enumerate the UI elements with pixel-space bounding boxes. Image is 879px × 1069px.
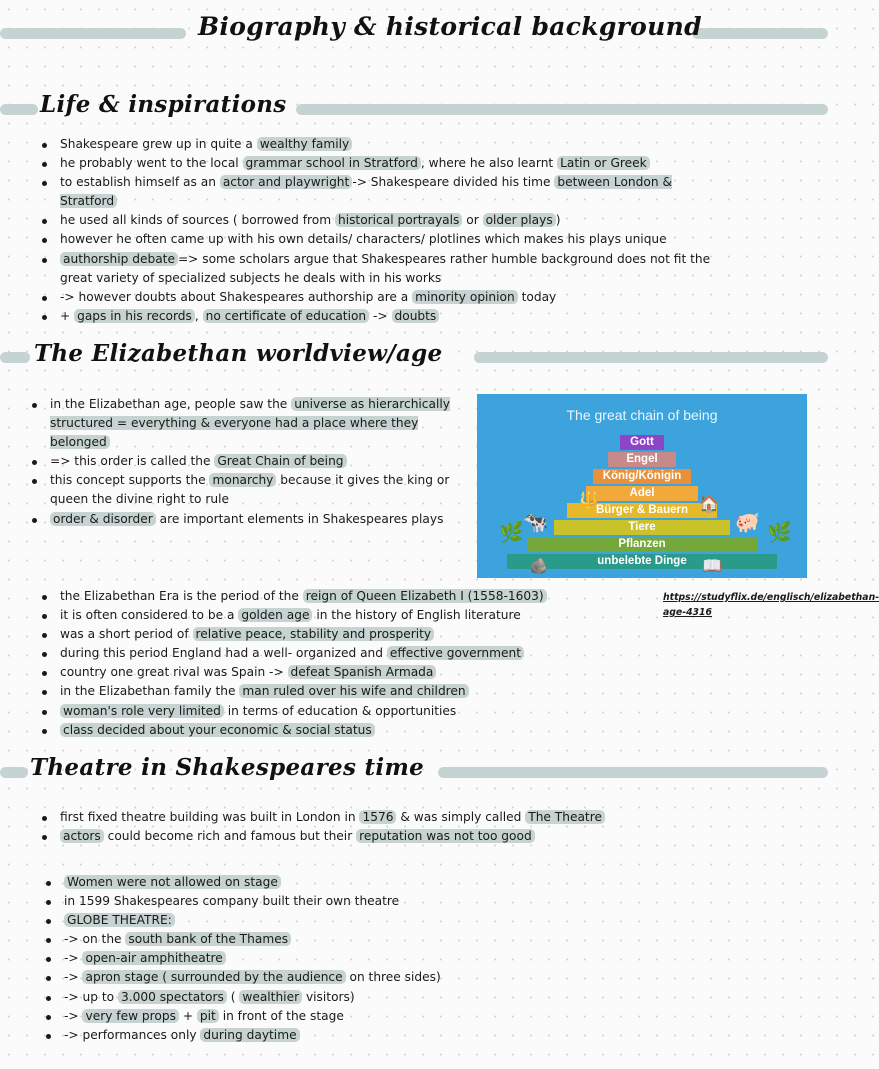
life-heading: Life & inspirations — [40, 91, 287, 118]
chain-tier: Adel — [586, 486, 698, 501]
worldview-heading-bar-right — [474, 352, 828, 363]
note-text: however he often came up with his own details/ characters/ plotlines which makes his plays unique — [60, 232, 667, 247]
trident-icon: 🔱 — [579, 490, 599, 509]
highlighted-text: apron stage ( surrounded by the audience — [82, 970, 345, 984]
highlighted-text: relative peace, stability and prosperity — [193, 627, 435, 641]
note-text: , — [194, 308, 203, 323]
note-text: or — [462, 213, 483, 228]
note-item — [44, 949, 644, 968]
highlighted-text: 3.000 spectators — [118, 990, 227, 1004]
note-item — [40, 663, 660, 682]
note-item — [40, 135, 720, 154]
chain-tier: König/Königin — [593, 469, 691, 484]
highlighted-text: reputation was not too good — [356, 829, 535, 843]
note-item — [40, 173, 720, 211]
note-item — [44, 1026, 644, 1045]
note-text: in the Elizabethan family the — [60, 684, 240, 699]
note-item — [40, 702, 660, 721]
note-item — [44, 892, 644, 911]
note-text: ) — [555, 213, 561, 228]
highlighted-text: monarchy — [209, 473, 276, 487]
note-text: in 1599 Shakespeares company built their own theatre — [64, 894, 400, 909]
highlighted-text: defeat Spanish Armada — [288, 665, 437, 679]
note-text: the Elizabethan Era is the period of the — [60, 589, 303, 603]
note-item — [40, 250, 720, 288]
highlighted-text: during daytime — [200, 1028, 299, 1042]
highlighted-text: class decided about your economic & social status — [60, 723, 375, 737]
chain-tier: Tiere — [554, 520, 730, 535]
note-item — [40, 606, 660, 625]
plant-icon: 🌿 — [499, 520, 524, 544]
note-text: today — [517, 289, 557, 304]
note-text: in front of the stage — [218, 1008, 344, 1023]
highlighted-text: grammar school in Stratford — [243, 156, 421, 170]
note-text: => this order is called the — [50, 454, 215, 469]
highlighted-text: actors — [60, 829, 104, 843]
highlighted-text: no certificate of education — [203, 309, 370, 323]
highlighted-text: doubts — [392, 309, 440, 323]
note-text: -> Shakespeare divided his time — [352, 175, 555, 190]
chain-tier: Gott — [620, 435, 664, 450]
life-heading-bar-right — [296, 104, 828, 115]
life-heading-bar-left — [0, 104, 38, 115]
theatre-heading-bar-right — [438, 767, 828, 778]
image-source[interactable] — [663, 590, 879, 620]
highlighted-text: authorship debate — [60, 252, 178, 266]
note-text: , where he also learnt — [420, 156, 558, 171]
note-text: on three sides) — [345, 970, 441, 985]
highlighted-text: actor and playwright — [220, 175, 353, 189]
theatre-notes-list — [40, 808, 720, 846]
great-chain-of-being-image — [477, 394, 807, 578]
note-text: are important elements in Shakespeares plays — [155, 511, 444, 526]
cow-icon: 🐄 — [523, 510, 548, 534]
page-title: Biography & historical background — [198, 12, 702, 41]
note-item — [40, 230, 720, 249]
theatre-heading: Theatre in Shakespeares time — [30, 754, 425, 781]
chain-tier: Engel — [608, 452, 676, 467]
note-item — [44, 968, 644, 987]
note-text: he probably went to the local — [60, 156, 243, 171]
highlighted-text: pit — [197, 1009, 219, 1023]
chain-tier: unbelebte Dinge — [507, 554, 777, 569]
worldview-heading: The Elizabethan worldview/age — [34, 340, 443, 367]
note-item — [30, 395, 450, 452]
note-item — [44, 930, 644, 949]
note-text: because it gives the king or queen the divine right to rule — [50, 473, 450, 507]
highlighted-text: effective government — [387, 646, 524, 660]
highlighted-text: The Theatre — [525, 810, 605, 824]
pig-icon: 🐖 — [735, 510, 760, 534]
note-item — [40, 587, 660, 606]
note-text: could become rich and famous but their — [103, 829, 357, 844]
highlighted-text: gaps in his records — [74, 309, 195, 323]
highlighted-text: Great Chain of being — [214, 454, 346, 468]
highlighted-text: wealthy family — [257, 137, 353, 151]
note-text: -> up to — [64, 989, 118, 1004]
note-item — [40, 211, 720, 230]
note-text: this concept supports the — [50, 473, 210, 488]
highlighted-text: man ruled over his wife and children — [239, 684, 468, 698]
note-item — [30, 471, 450, 509]
life-notes-list — [40, 135, 720, 326]
note-text: country one great rival was Spain -> — [60, 665, 288, 680]
chain-tier: Pflanzen — [527, 537, 757, 552]
note-text: -> however doubts about Shakespeares authorship are a — [60, 289, 413, 304]
rocks-icon: 🪨 — [529, 557, 548, 575]
note-item — [44, 1007, 644, 1026]
highlighted-text: open-air amphitheatre — [82, 951, 225, 965]
note-item — [40, 625, 660, 644]
note-item — [44, 988, 644, 1007]
note-item — [40, 288, 720, 307]
highlighted-text: historical portrayals — [335, 213, 462, 227]
highlighted-text: older plays — [483, 213, 556, 227]
highlighted-text: Latin or Greek — [557, 156, 650, 170]
note-item — [40, 644, 660, 663]
note-item — [40, 827, 720, 846]
book-icon: 📖 — [702, 556, 722, 575]
highlighted-text: between London & Stratford — [60, 175, 672, 209]
highlighted-text: GLOBE THEATRE: — [64, 913, 175, 927]
note-item — [40, 808, 720, 827]
highlighted-text: woman's role very limited — [60, 704, 224, 718]
note-text: & was simply called — [396, 810, 526, 824]
highlighted-text: Women were not allowed on stage — [64, 875, 281, 889]
note-text: Shakespeare grew up in quite a — [60, 137, 257, 151]
note-text: => some scholars argue that Shakespeares rather humble background does not fit the great variety of specialized subjects he deals with in his works — [60, 251, 711, 285]
title-bar-right — [692, 28, 828, 39]
note-text: ( — [226, 989, 240, 1004]
source-link[interactable]: https://studyflix.de/englisch/elizabethan-age-4316 — [663, 592, 879, 618]
highlighted-text: reign of Queen Elizabeth I (1558-1603) — [303, 589, 547, 603]
plant-icon-right: 🌿 — [767, 520, 792, 544]
note-item — [40, 307, 720, 326]
title-bar-left — [0, 28, 186, 39]
highlighted-text: order & disorder — [50, 512, 156, 526]
note-text: in terms of education & opportunities — [223, 703, 457, 718]
note-text: + — [60, 308, 75, 323]
note-text: to establish himself as an — [60, 175, 220, 190]
note-text: visitors) — [302, 989, 355, 1004]
highlighted-text: wealthier — [239, 990, 302, 1004]
note-item — [44, 911, 644, 930]
note-text: during this period England had a well- organized and — [60, 646, 387, 661]
highlighted-text: minority opinion — [412, 290, 518, 304]
chain-title: The great chain of being — [566, 407, 718, 423]
globe-notes-list — [44, 873, 644, 1045]
note-text: was a short period of — [60, 627, 193, 642]
highlighted-text: universe as hierarchically structured = everything & everyone had a place where they belonged — [50, 397, 450, 450]
highlighted-text: south bank of the Thames — [125, 932, 291, 946]
note-item — [44, 873, 644, 892]
note-text: in the history of English literature — [312, 608, 521, 623]
house-icon: 🏠 — [699, 494, 719, 513]
theatre-heading-bar-left — [0, 767, 28, 778]
note-item — [40, 721, 660, 740]
note-text: he used all kinds of sources ( borrowed from — [60, 213, 335, 228]
note-text: + — [178, 1008, 197, 1023]
highlighted-text: very few props — [82, 1009, 178, 1023]
note-text: it is often considered to be a — [60, 608, 239, 623]
note-text: -> performances only — [64, 1027, 201, 1042]
note-item — [30, 452, 450, 471]
worldview-notes-list — [30, 395, 450, 529]
note-text: first fixed theatre building was built in London in — [60, 810, 360, 824]
highlighted-text: golden age — [238, 608, 312, 622]
note-text: -> — [64, 1008, 83, 1023]
note-item — [40, 154, 720, 173]
note-text: -> — [64, 970, 83, 985]
note-text: -> — [369, 308, 392, 323]
note-text: -> on the — [64, 932, 126, 947]
chain-tier: Bürger & Bauern — [567, 503, 717, 518]
highlighted-text: 1576 — [359, 810, 396, 824]
note-text: -> — [64, 951, 83, 966]
note-item — [40, 682, 660, 701]
era-notes-list — [40, 587, 660, 740]
note-item — [30, 510, 450, 529]
worldview-heading-bar-left — [0, 352, 30, 363]
note-text: in the Elizabethan age, people saw the — [50, 397, 292, 411]
